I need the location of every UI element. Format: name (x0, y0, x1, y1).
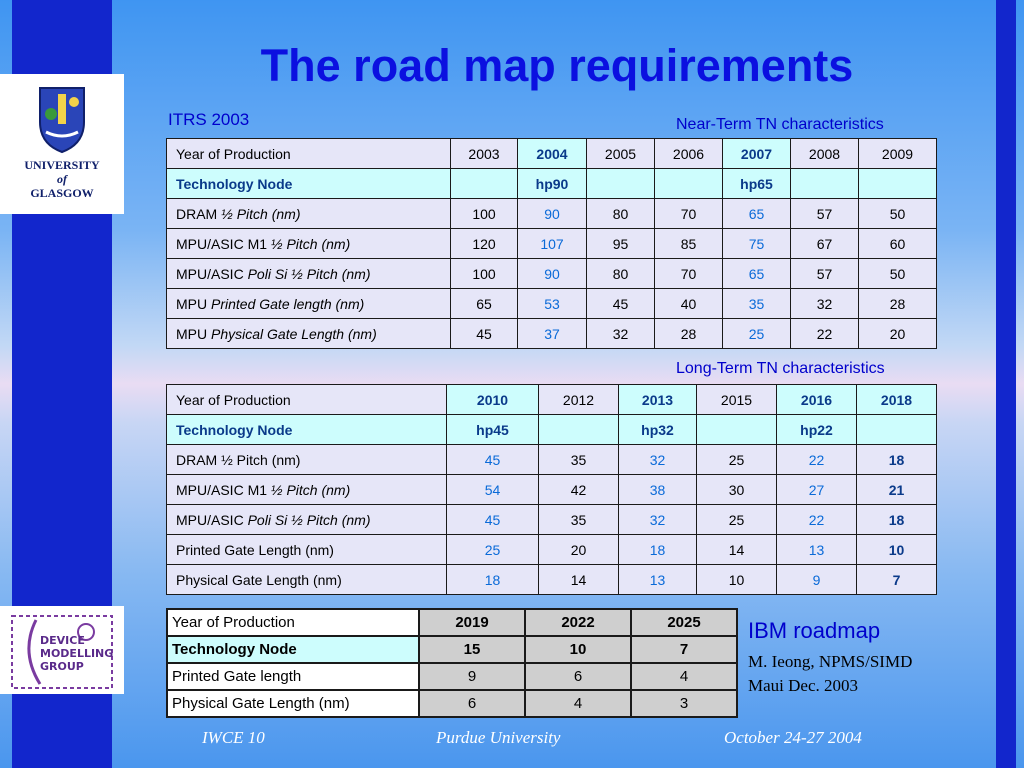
near-term-caption: Near-Term TN characteristics (676, 116, 884, 133)
value-cell: 35 (539, 445, 619, 475)
value-cell: 13 (619, 565, 697, 595)
year-cell: 2019 (419, 609, 525, 636)
tech-node-cell (857, 415, 937, 445)
value-cell: 45 (587, 289, 655, 319)
value-cell: 65 (451, 289, 518, 319)
device-modelling-group-logo (0, 606, 124, 694)
row-label: DRAM ½ Pitch (nm) (167, 445, 447, 475)
year-cell: 2003 (451, 139, 518, 169)
tech-node-cell (791, 169, 859, 199)
value-cell: 80 (587, 259, 655, 289)
value-cell: 30 (697, 475, 777, 505)
value-cell: 15 (419, 636, 525, 663)
value-cell: 10 (525, 636, 631, 663)
value-cell: 67 (791, 229, 859, 259)
value-cell: 13 (777, 535, 857, 565)
value-cell: 37 (518, 319, 587, 349)
dmg-line-3: GROUP (40, 660, 84, 673)
value-cell: 14 (539, 565, 619, 595)
value-cell: 18 (447, 565, 539, 595)
value-cell: 20 (859, 319, 937, 349)
value-cell: 65 (723, 199, 791, 229)
value-cell: 27 (777, 475, 857, 505)
value-cell: 45 (451, 319, 518, 349)
value-cell: 14 (697, 535, 777, 565)
table-row (167, 535, 937, 565)
value-cell: 85 (655, 229, 723, 259)
value-cell: 53 (518, 289, 587, 319)
value-cell: 95 (587, 229, 655, 259)
logo-line-glasgow: GLASGOW (30, 186, 94, 200)
row-label: Printed Gate length (167, 663, 419, 690)
value-cell: 18 (857, 445, 937, 475)
value-cell: 90 (518, 199, 587, 229)
value-cell: 22 (791, 319, 859, 349)
tech-node-cell (539, 415, 619, 445)
value-cell: 40 (655, 289, 723, 319)
value-cell: 57 (791, 199, 859, 229)
value-cell: 32 (619, 505, 697, 535)
tech-node-cell: hp22 (777, 415, 857, 445)
value-cell: 50 (859, 259, 937, 289)
reference-line-1: M. Ieong, NPMS/SIMD (748, 652, 913, 671)
value-cell: 60 (859, 229, 937, 259)
ibm-roadmap-label: IBM roadmap (748, 618, 881, 643)
row-label: Technology Node (167, 636, 419, 663)
dmg-line-2: MODELLING (40, 647, 114, 660)
table-row (167, 505, 937, 535)
table-row (167, 636, 737, 663)
row-label: Physical Gate Length (nm) (167, 690, 419, 717)
tech-node-header: Technology Node (167, 169, 451, 199)
tech-node-cell (655, 169, 723, 199)
value-cell: 7 (857, 565, 937, 595)
value-cell: 45 (447, 445, 539, 475)
table-row (167, 415, 937, 445)
value-cell: 107 (518, 229, 587, 259)
value-cell: 4 (631, 663, 737, 690)
value-cell: 22 (777, 505, 857, 535)
value-cell: 25 (697, 505, 777, 535)
value-cell: 10 (857, 535, 937, 565)
value-cell: 100 (451, 199, 518, 229)
year-cell: 2009 (859, 139, 937, 169)
itrs-label: ITRS 2003 (168, 110, 250, 129)
value-cell: 9 (777, 565, 857, 595)
year-cell: 2018 (857, 385, 937, 415)
row-label: MPU/ASIC Poli Si ½ Pitch (nm) (167, 259, 451, 289)
table-row (167, 690, 737, 717)
row-label: MPU Physical Gate Length (nm) (167, 319, 451, 349)
year-cell: 2025 (631, 609, 737, 636)
tech-node-cell: hp45 (447, 415, 539, 445)
dmg-line-1: DEVICE (40, 634, 85, 647)
ibm-roadmap-table (166, 608, 738, 718)
value-cell: 38 (619, 475, 697, 505)
tech-node-cell: hp65 (723, 169, 791, 199)
value-cell: 6 (525, 663, 631, 690)
value-cell: 9 (419, 663, 525, 690)
year-cell: 2016 (777, 385, 857, 415)
long-term-caption: Long-Term TN characteristics (676, 360, 885, 377)
value-cell: 57 (791, 259, 859, 289)
value-cell: 35 (723, 289, 791, 319)
value-cell: 28 (859, 289, 937, 319)
value-cell: 28 (655, 319, 723, 349)
year-cell: 2006 (655, 139, 723, 169)
table-row (167, 385, 937, 415)
year-header: Year of Production (167, 139, 451, 169)
year-cell: 2005 (587, 139, 655, 169)
value-cell: 70 (655, 259, 723, 289)
value-cell: 90 (518, 259, 587, 289)
year-cell: 2012 (539, 385, 619, 415)
value-cell: 54 (447, 475, 539, 505)
value-cell: 10 (697, 565, 777, 595)
value-cell: 42 (539, 475, 619, 505)
value-cell: 120 (451, 229, 518, 259)
value-cell: 32 (791, 289, 859, 319)
footer-dates: October 24-27 2004 (724, 728, 862, 747)
row-label: MPU/ASIC M1 ½ Pitch (nm) (167, 229, 451, 259)
table-row (167, 169, 937, 199)
value-cell: 25 (447, 535, 539, 565)
tech-node-cell: hp32 (619, 415, 697, 445)
university-logo (0, 74, 124, 214)
table-row (167, 445, 937, 475)
tech-node-cell (697, 415, 777, 445)
value-cell: 18 (857, 505, 937, 535)
value-cell: 25 (723, 319, 791, 349)
year-cell: 2022 (525, 609, 631, 636)
table-row (167, 199, 937, 229)
value-cell: 50 (859, 199, 937, 229)
table-row (167, 565, 937, 595)
near-term-table (166, 138, 937, 349)
row-label: Year of Production (167, 609, 419, 636)
value-cell: 3 (631, 690, 737, 717)
table-row (167, 139, 937, 169)
value-cell: 45 (447, 505, 539, 535)
value-cell: 80 (587, 199, 655, 229)
logo-line-of: of (57, 172, 67, 186)
value-cell: 20 (539, 535, 619, 565)
row-label: Printed Gate Length (nm) (167, 535, 447, 565)
footer-venue: Purdue University (436, 728, 561, 747)
value-cell: 35 (539, 505, 619, 535)
table-row (167, 229, 937, 259)
value-cell: 18 (619, 535, 697, 565)
value-cell: 100 (451, 259, 518, 289)
year-cell: 2015 (697, 385, 777, 415)
logo-line-university: UNIVERSITY (24, 158, 100, 172)
table-row (167, 475, 937, 505)
value-cell: 6 (419, 690, 525, 717)
table-row (167, 319, 937, 349)
year-cell: 2004 (518, 139, 587, 169)
tech-node-cell (587, 169, 655, 199)
tech-node-cell (451, 169, 518, 199)
tech-node-cell (859, 169, 937, 199)
long-term-table (166, 384, 937, 595)
table-row (167, 259, 937, 289)
year-header: Year of Production (167, 385, 447, 415)
row-label: MPU Printed Gate length (nm) (167, 289, 451, 319)
right-sidebar (996, 0, 1016, 768)
row-label: DRAM ½ Pitch (nm) (167, 199, 451, 229)
value-cell: 75 (723, 229, 791, 259)
value-cell: 21 (857, 475, 937, 505)
tech-node-header: Technology Node (167, 415, 447, 445)
value-cell: 22 (777, 445, 857, 475)
year-cell: 2010 (447, 385, 539, 415)
value-cell: 32 (587, 319, 655, 349)
row-label: Physical Gate Length (nm) (167, 565, 447, 595)
year-cell: 2008 (791, 139, 859, 169)
value-cell: 32 (619, 445, 697, 475)
value-cell: 65 (723, 259, 791, 289)
footer-conference: IWCE 10 (202, 728, 265, 747)
table-row (167, 289, 937, 319)
year-cell: 2013 (619, 385, 697, 415)
year-cell: 2007 (723, 139, 791, 169)
value-cell: 25 (697, 445, 777, 475)
value-cell: 7 (631, 636, 737, 663)
value-cell: 70 (655, 199, 723, 229)
table-row (167, 663, 737, 690)
reference-line-2: Maui Dec. 2003 (748, 676, 859, 695)
row-label: MPU/ASIC M1 ½ Pitch (nm) (167, 475, 447, 505)
value-cell: 4 (525, 690, 631, 717)
table-row (167, 609, 737, 636)
page-title: The road map requirements (260, 40, 854, 91)
crest-icon (36, 84, 88, 154)
tech-node-cell: hp90 (518, 169, 587, 199)
row-label: MPU/ASIC Poli Si ½ Pitch (nm) (167, 505, 447, 535)
